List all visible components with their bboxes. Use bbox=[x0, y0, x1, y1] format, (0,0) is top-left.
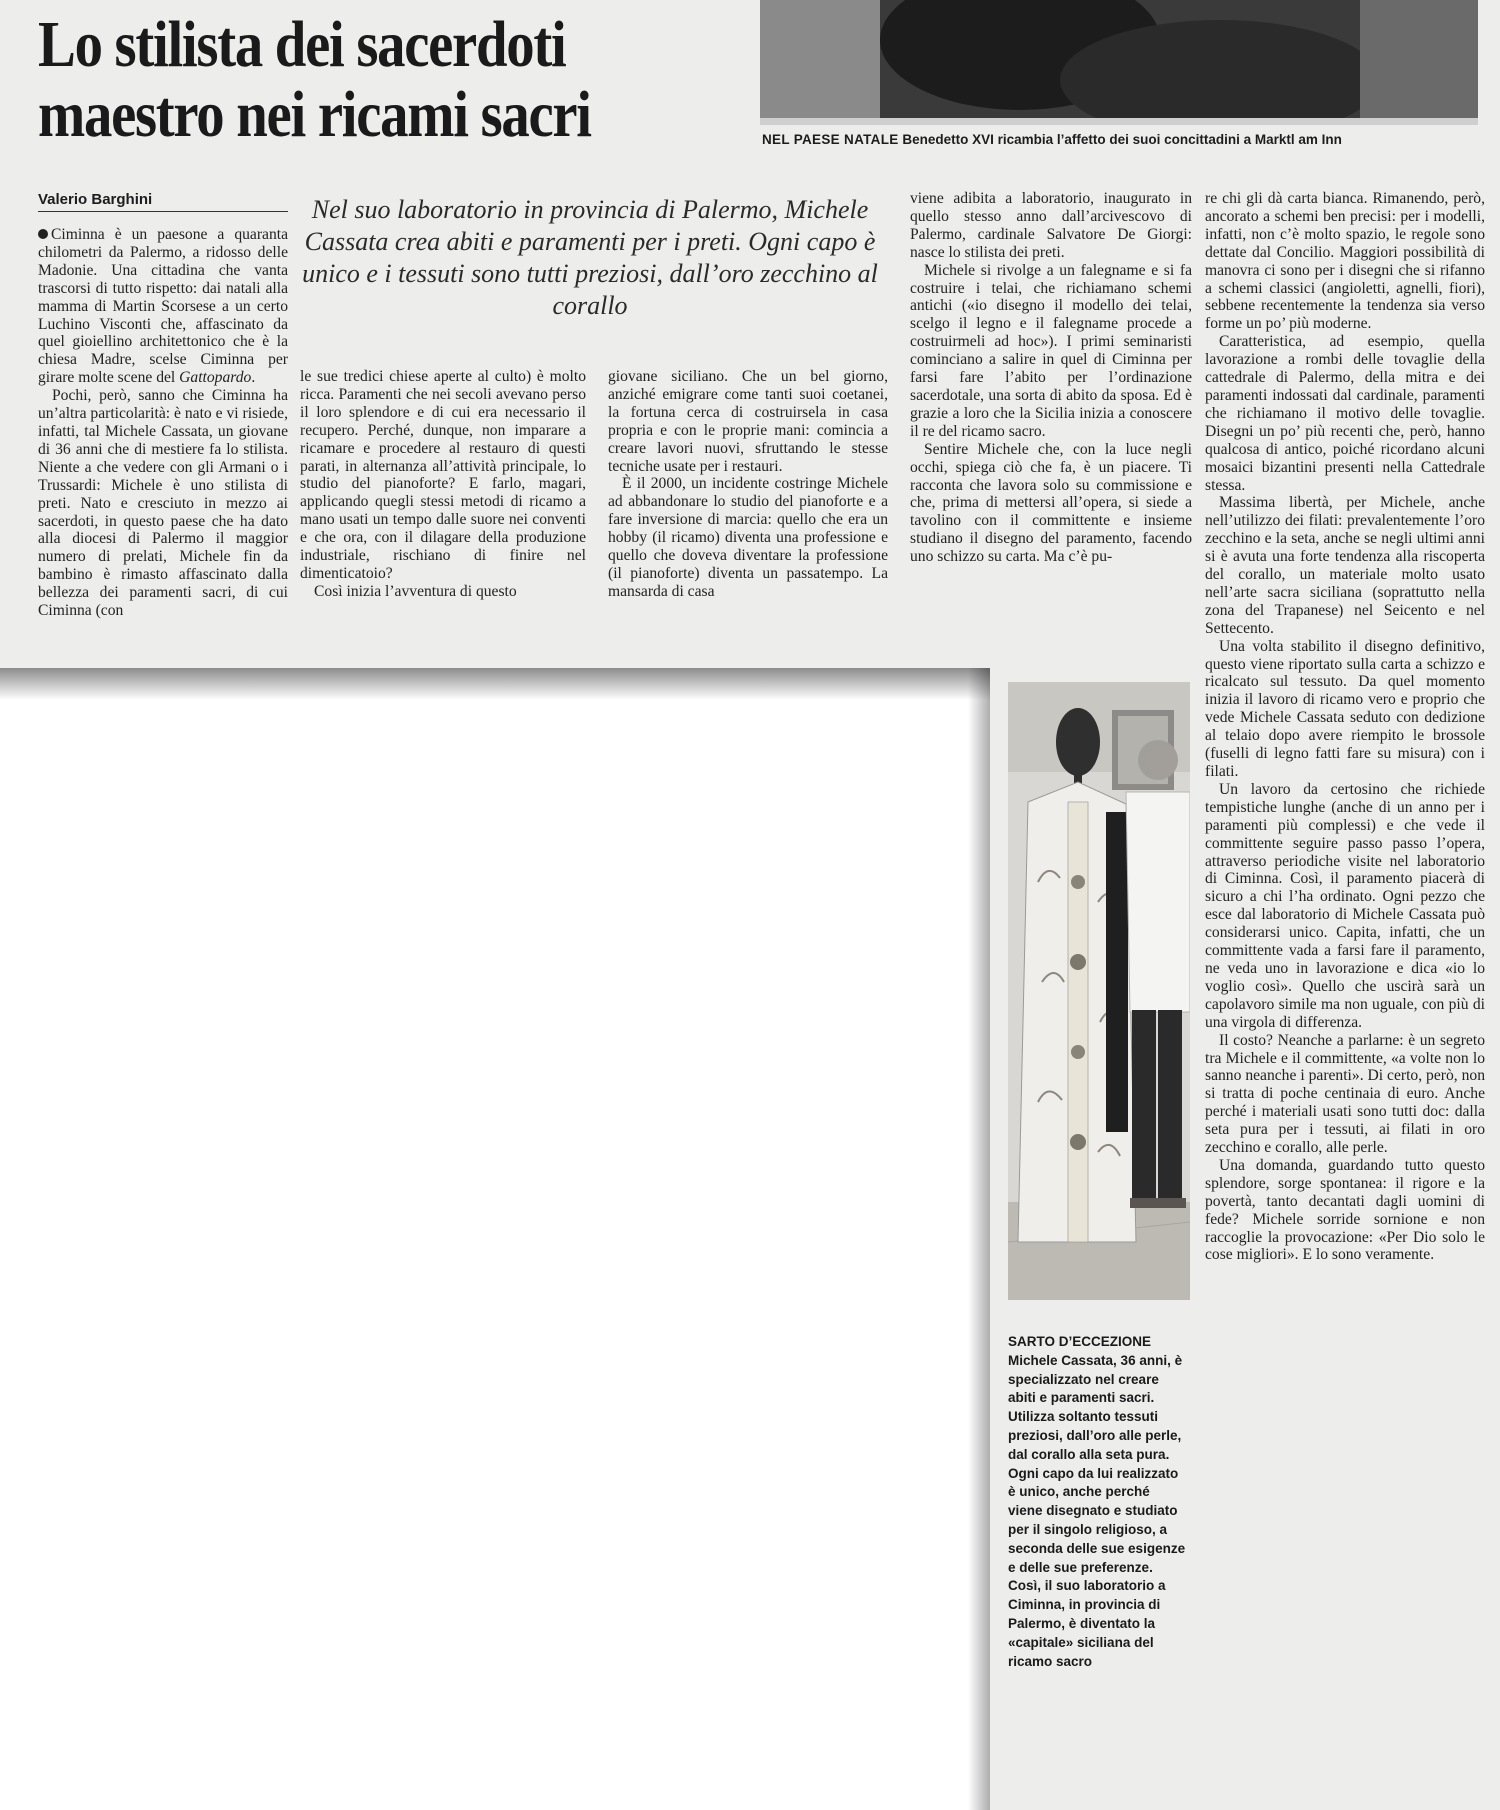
top-photo-image bbox=[760, 0, 1478, 125]
column-4-paragraph-3: Sentire Michele che, con la luce negli occhi, spiega ciò che fa, è un piacere. Ti racconta che lavora solo su commissione e che, prima di mettersi all’opera, si siede a tavolino con il committente e insieme studiano il disegno del paramento, facendo uno schizzo su carta. Ma c’è pu- bbox=[910, 440, 1192, 566]
column-1-paragraph-2: Pochi, però, sanno che Ciminna ha un’altra particolarità: è nato e vi risiede, infatti, tal Michele Cassata, un giovane di 36 anni che di mestiere fa lo stilista. Niente a che vedere con gli Armani o i Trussardi: Michele è uno stilista di preti. Nato e cresciuto in mezzo ai sacerdoti, in questo paese che ha dato alla diocesi di Palermo il maggior numero di prelati, Michele fin da bambino è rimasto affascinato dalla bellezza dei paramenti sacri, di cui Ciminna (con bbox=[38, 387, 288, 620]
article-column-1 bbox=[38, 226, 288, 656]
caption-title: SARTO D’ECCEZIONE bbox=[1008, 1334, 1152, 1349]
column-4-paragraph-1: viene adibita a laboratorio, inaugurato in quello stesso anno dall’arcivescovo di Palermo, cardinale Salvatore De Giorgi: nasce lo stilista dei preti. bbox=[910, 190, 1192, 261]
column-3-paragraph-2: È il 2000, un incidente costringe Michele ad abbandonare lo studio del pianoforte e a fare inversione di marcia: quello che era un hobby (il ricamo) diventa una professione e quello che doveva diventare la professione (il pianoforte) diventa un passatempo. La mansarda di casa bbox=[608, 475, 888, 600]
column-2-paragraph-2: Così inizia l’avventura di questo bbox=[314, 582, 517, 600]
top-photo-caption-kicker: NEL PAESE NATALE bbox=[762, 132, 899, 147]
clipping-edge-shadow bbox=[968, 668, 990, 1810]
column-5-paragraph-4: Una volta stabilito il disegno definitivo, questo viene riportato sulla carta a schizzo e ricalcato sul tessuto. Da quel momento inizia il lavoro di ricamo vero e proprio che vede Michele Cassata seduto con dedizione al telaio dopo avere riempito le brossole (fuselli di legno fatti fare su misura) con i filati. bbox=[1205, 637, 1485, 780]
column-5-paragraph-7: Una domanda, guardando tutto questo splendore, sorge spontanea: il rigore e la povertà, tanto decantati dagli uomini di fede? Michele sorride sornione e non raccoglie la provocazione: «Per Dio solo le cose migliori». E lo sono veramente. bbox=[1205, 1156, 1485, 1264]
article-column-3 bbox=[608, 368, 888, 658]
column-3-paragraph-1: giovane siciliano. Che un bel giorno, anziché emigrare come tanti suoi coetanei, la fortuna cerca di costruirsela in casa propria e con le proprie mani: comincia a creare lavori nuovi, sfruttando le stesse tecniche usate per i restauri. bbox=[608, 368, 888, 475]
portrait-photo-image bbox=[1008, 682, 1190, 1300]
column-5-paragraph-3: Massima libertà, per Michele, anche nell’utilizzo dei filati: prevalentemente l’oro zecchino e la seta, anche se negli ultimi anni si è avuta una forte tendenza alla riscoperta del corallo, un materiale molto usato nell’arte sacra siciliana (soprattutto nella zona del Trapanese) nel Seicento e nel Settecento. bbox=[1205, 494, 1485, 637]
byline: Valerio Barghini bbox=[38, 190, 288, 212]
column-1-paragraph-1-text: Ciminna è un paesone a quaranta chilometri da Palermo, a ridosso delle Madonie. Una cittadina che vanta trascorsi di tutto rispetto: dai natali alla mamma di Martin Scorsese a un certo Luchino Visconti che, affascinato da quel gioiellino architettonico che è la chiesa Madre, scelse Ciminna per girare molte scene del bbox=[38, 226, 288, 387]
clipping-shadow bbox=[0, 668, 990, 700]
top-photo-caption-text: Benedetto XVI ricambia l’affetto dei suoi concittadini a Marktl am Inn bbox=[902, 132, 1342, 147]
column-5-paragraph-2: Caratteristica, ad esempio, quella lavorazione a rombi delle tovaglie della cattedrale di Palermo, della mitra e dei paramenti indossati dal cardinale, paramenti che richiamano il motivo delle tovaglie. Disegni un po’ più recenti che, però, hanno qualcosa di antico, poiché ricordano alcuni mosaici bizantini presenti nella Cattedrale stessa. bbox=[1205, 333, 1485, 494]
article-column-2 bbox=[300, 368, 586, 658]
portrait-photo bbox=[1008, 682, 1190, 1300]
top-photo-caption bbox=[762, 131, 1482, 149]
portrait-photo-caption bbox=[1008, 1333, 1188, 1671]
deck: Nel suo laboratorio in provincia di Palermo, Michele Cassata crea abiti e paramenti per i preti. Ogni capo è unico e i tessuti sono tutti preziosi, dall’oro zecchino al corallo bbox=[302, 195, 878, 320]
column-5-paragraph-1: re chi gli dà carta bianca. Rimanendo, però, ancorato a schemi ben precisi: per i modelli, infatti, non c’è molto spazio, le regole sono dettate dal Concilio. Maggiori possibilità di manovra ci sono per i disegni che si rifanno a schemi classici (angioletti, agnelli, fiori), sebbene recentemente la tendenza sia verso forme un po’ più moderne. bbox=[1205, 190, 1485, 333]
column-1-paragraph-1-end: . bbox=[251, 369, 256, 387]
top-photo bbox=[760, 0, 1478, 125]
column-2-paragraph-1: le sue tredici chiese aperte al culto) è molto ricca. Paramenti che nei secoli avevano perso il loro splendore e di cui era necessario il recupero. Perché, dunque, non imparare a ricamare e procedere al restauro di questi parati, in alternanza all’attività principale, lo studio del pianoforte? E farlo, magari, applicando quegli stessi metodi di ricamo a mano usati un tempo dalle suore nei conventi e che ora, con il dilagare della produzione industriale, rischiano di finire nel dimenticatoio? bbox=[300, 368, 586, 582]
caption-text: Michele Cassata, 36 anni, è specializzato nel creare abiti e paramenti sacri. Utilizza soltanto tessuti preziosi, dall’oro alle perle, dal corallo alla seta pura. Ogni capo da lui realizzato è unico, anche perché viene disegnato e studiato per il singolo religioso, a seconda delle sue esigenze e delle sue preferenze. Così, il suo laboratorio a Ciminna, in provincia di Palermo, è diventato la «capitale» siciliana del ricamo sacro bbox=[1008, 1352, 1186, 1669]
column-5-paragraph-6: Il costo? Neanche a parlarne: è un segreto tra Michele e il committente, «a volte non lo sanno neanche i parenti». Di certo, però, non si tratta di poche centinaia di euro. Anche perché i materiali usati sono tutti doc: dalla seta pura per i tessuti, ai filati in oro zecchino e corallo, alle perle. bbox=[1205, 1031, 1485, 1157]
column-1-italic-title: Gattopardo bbox=[179, 369, 252, 387]
column-1-paragraph-1 bbox=[38, 226, 288, 387]
bullet-icon bbox=[38, 229, 48, 239]
article-column-5 bbox=[1205, 190, 1485, 1800]
headline: Lo stilista dei sacerdoti maestro nei ricami sacri bbox=[38, 8, 591, 151]
article-column-4 bbox=[910, 190, 1192, 658]
column-5-paragraph-5: Un lavoro da certosino che richiede tempistiche lunghe (anche di un anno per i paramenti più complessi) e che vede il committente seguire passo passo l’opera, attraverso periodiche visite nel laboratorio di Ciminna. Così, il paramento piacerà di sicuro a chi l’ha ordinato. Ogni pezzo che esce dal laboratorio di Michele Cassata può considerarsi unico. Capita, infatti, che un committente vada a farsi fare il paramento, ne veda uno in lavorazione e dica «io lo voglio così». Quello che uscirà sarà un capolavoro simile ma non uguale, con più di una virgola di differenza. bbox=[1205, 780, 1485, 1031]
column-4-paragraph-2: Michele si rivolge a un falegname e si fa costruire i telai, che richiamano schemi antichi («io disegno il modello dei telai, scelgo il legno e il falegname procede a costruirmeli ad hoc»). I primi seminaristi cominciano a salire in quel di Ciminna per farsi fare l’abito per l’ordinazione sacerdotale, una sorta di abito da sposa. Ed è grazie a loro che la Sicilia inizia a conoscere il re del ricamo sacro. bbox=[910, 261, 1192, 440]
